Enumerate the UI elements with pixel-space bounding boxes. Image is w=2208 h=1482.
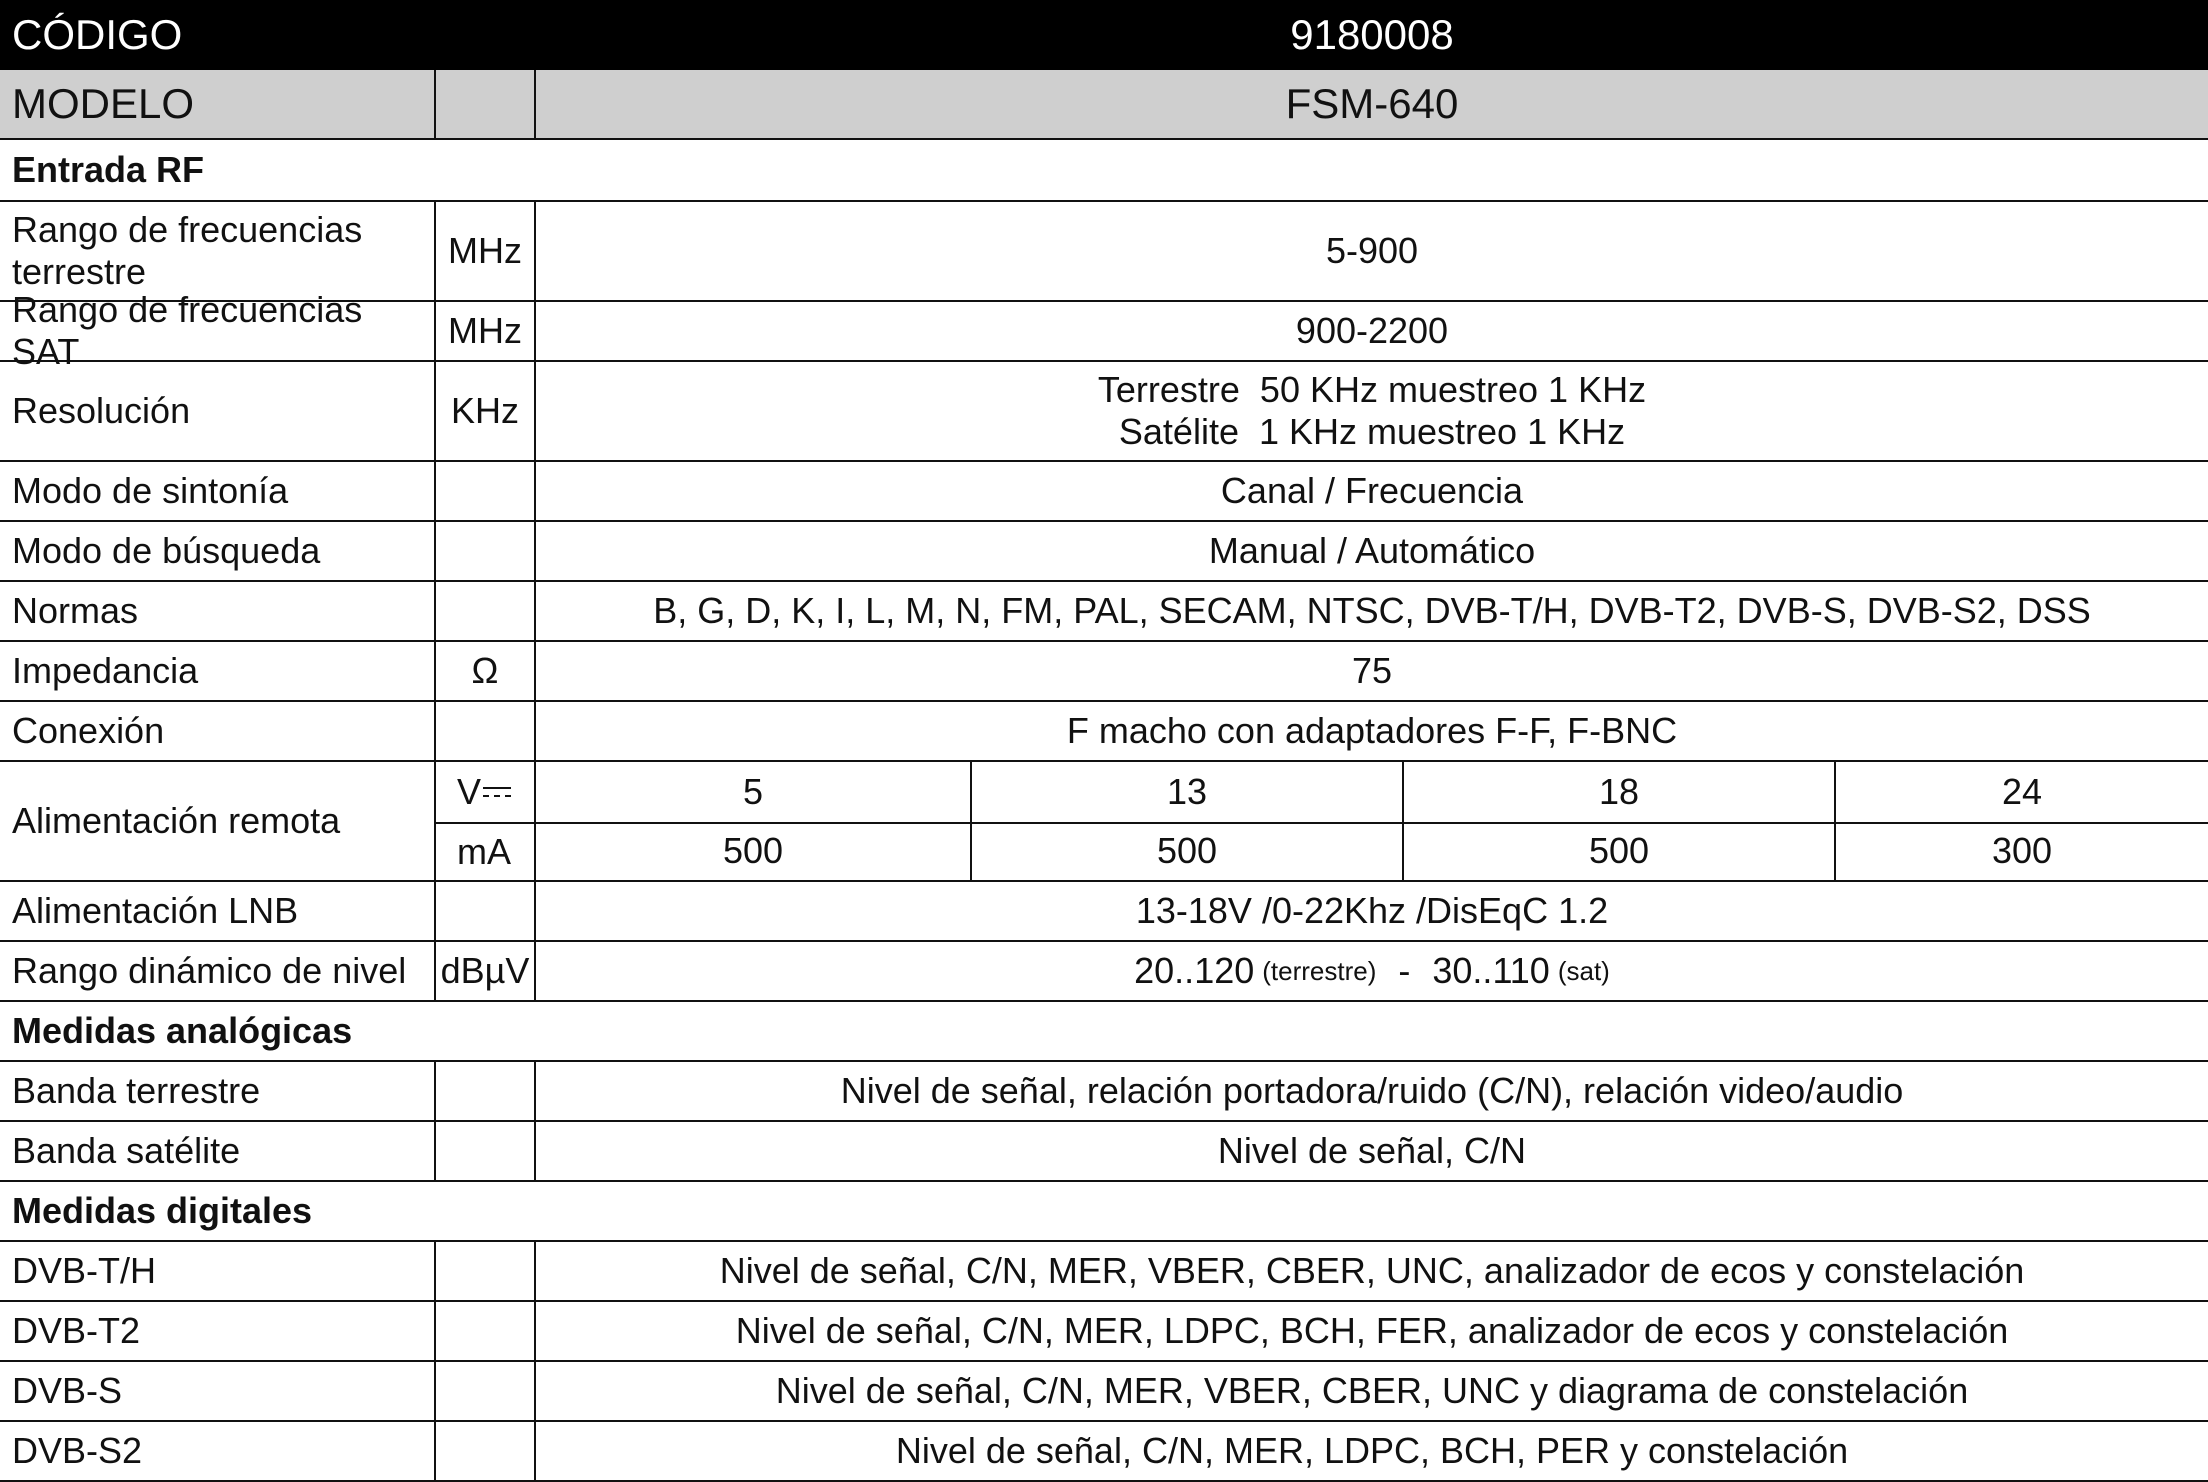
row-unit: Ω bbox=[434, 642, 536, 700]
row-value: Nivel de señal, C/N bbox=[1217, 1130, 1527, 1171]
codigo-label: CÓDIGO bbox=[12, 11, 183, 58]
header-codigo-row bbox=[0, 0, 2208, 70]
section-medidas-analogicas bbox=[0, 1002, 2208, 1062]
row-dvb-s2 bbox=[0, 1422, 2208, 1482]
row-alimentacion-lnb bbox=[0, 882, 2208, 942]
row-impedancia bbox=[0, 642, 2208, 702]
unit-ma: mA bbox=[434, 822, 536, 880]
row-label: Alimentación remota bbox=[12, 800, 341, 841]
label-line-1: Rango de frecuencias bbox=[12, 209, 363, 250]
header-modelo-row bbox=[0, 70, 2208, 140]
row-value: 5-900 bbox=[1325, 230, 1419, 271]
codigo-value: 9180008 bbox=[1290, 11, 1454, 58]
row-freq-sat bbox=[0, 289, 2208, 372]
row-value: F macho con adaptadores F-F, F-BNC bbox=[1066, 710, 1678, 751]
row-value: 900-2200 bbox=[1295, 310, 1449, 351]
range-terrestre-note: (terrestre) bbox=[1262, 956, 1377, 986]
row-unit bbox=[434, 1122, 536, 1180]
row-unit: MHz bbox=[434, 302, 536, 360]
section-medidas-digitales bbox=[0, 1182, 2208, 1242]
row-value: Nivel de señal, relación portadora/ruido (C/N), relación video/audio bbox=[840, 1070, 1904, 1111]
section-entrada-rf bbox=[0, 140, 2208, 202]
row-banda-satelite bbox=[0, 1122, 2208, 1182]
row-busqueda bbox=[0, 522, 2208, 582]
row-unit bbox=[434, 522, 536, 580]
row-alimentacion-remota bbox=[0, 762, 2208, 882]
row-label: Rango de frecuencias SAT bbox=[12, 289, 363, 372]
row-unit bbox=[434, 1422, 536, 1480]
row-value: 75 bbox=[1351, 650, 1393, 691]
row-conexion bbox=[0, 702, 2208, 762]
row-label: Resolución bbox=[12, 390, 191, 431]
range-separator: - bbox=[1398, 950, 1411, 991]
row-label: Modo de búsqueda bbox=[12, 530, 321, 571]
voltage-cell: 18 bbox=[1402, 762, 1834, 822]
value-line-1: Terrestre 50 KHz muestreo 1 KHz bbox=[1097, 369, 1647, 410]
row-unit bbox=[434, 702, 536, 760]
row-label bbox=[0, 202, 434, 300]
row-dvb-t2 bbox=[0, 1302, 2208, 1362]
row-unit: MHz bbox=[434, 202, 536, 300]
row-label: Normas bbox=[12, 590, 139, 631]
unit-v-text: V bbox=[456, 771, 481, 812]
row-normas bbox=[0, 582, 2208, 642]
row-dvb-s bbox=[0, 1362, 2208, 1422]
row-label: Impedancia bbox=[12, 650, 199, 691]
row-label: DVB-T2 bbox=[12, 1310, 141, 1351]
row-value: Manual / Automático bbox=[1208, 530, 1536, 571]
row-dvb-t-h bbox=[0, 1242, 2208, 1302]
row-sintonia bbox=[0, 462, 2208, 522]
row-unit bbox=[434, 582, 536, 640]
row-value: 13-18V /0-22Khz /DisEqC 1.2 bbox=[1135, 890, 1609, 931]
row-freq-terrestre bbox=[0, 202, 2208, 302]
unit-volts-dc bbox=[434, 762, 536, 822]
range-terrestre: 20..120 bbox=[1134, 950, 1255, 991]
row-unit bbox=[434, 1062, 536, 1120]
row-value: Nivel de señal, C/N, MER, VBER, CBER, UNC, analizador de ecos y constelación bbox=[719, 1250, 2025, 1291]
voltage-cell: 5 bbox=[742, 771, 764, 812]
row-value: Nivel de señal, C/N, MER, LDPC, BCH, PER y constelación bbox=[895, 1430, 1849, 1471]
row-unit bbox=[434, 882, 536, 940]
voltage-cell: 24 bbox=[1834, 762, 2208, 822]
voltage-cell: 13 bbox=[970, 762, 1402, 822]
row-label: Banda terrestre bbox=[12, 1070, 261, 1111]
row-value: Nivel de señal, C/N, MER, VBER, CBER, UNC y diagrama de constelación bbox=[775, 1370, 1969, 1411]
row-label: Modo de sintonía bbox=[12, 470, 289, 511]
row-rango-dinamico bbox=[0, 942, 2208, 1002]
value-line-2: Satélite 1 KHz muestreo 1 KHz bbox=[1118, 411, 1626, 452]
row-value bbox=[536, 942, 2208, 1000]
range-sat: 30..110 bbox=[1432, 950, 1550, 991]
current-cell: 500 bbox=[1402, 822, 1834, 880]
row-value bbox=[536, 362, 2208, 460]
row-banda-terrestre bbox=[0, 1062, 2208, 1122]
row-unit bbox=[434, 1302, 536, 1360]
range-sat-note: (sat) bbox=[1557, 956, 1610, 986]
row-value: B, G, D, K, I, L, M, N, FM, PAL, SECAM, NTSC, DVB-T/H, DVB-T2, DVB-S, DVB-S2, DSS bbox=[653, 590, 2091, 631]
current-cell: 500 bbox=[970, 822, 1402, 880]
row-label: Alimentación LNB bbox=[12, 890, 299, 931]
modelo-unit-cell bbox=[434, 70, 536, 138]
section-title: Medidas digitales bbox=[12, 1190, 313, 1231]
row-label: DVB-T/H bbox=[12, 1250, 156, 1291]
row-label: Conexión bbox=[12, 710, 165, 751]
row-value: Canal / Frecuencia bbox=[1220, 470, 1524, 511]
row-label: DVB-S bbox=[12, 1370, 123, 1411]
modelo-value: FSM-640 bbox=[1285, 80, 1459, 127]
row-value: Nivel de señal, C/N, MER, LDPC, BCH, FER, analizador de ecos y constelación bbox=[735, 1310, 2009, 1351]
row-label: DVB-S2 bbox=[12, 1430, 143, 1471]
current-cell: 500 bbox=[722, 830, 784, 871]
dc-symbol-icon bbox=[483, 785, 511, 799]
row-label: Banda satélite bbox=[12, 1130, 241, 1171]
section-title: Entrada RF bbox=[12, 149, 205, 190]
row-unit bbox=[434, 1242, 536, 1300]
row-unit: KHz bbox=[434, 362, 536, 460]
row-unit bbox=[434, 462, 536, 520]
row-unit bbox=[434, 1362, 536, 1420]
label-line-2: terrestre bbox=[12, 251, 147, 292]
current-cell: 300 bbox=[1834, 822, 2208, 880]
section-title: Medidas analógicas bbox=[12, 1010, 353, 1051]
modelo-label: MODELO bbox=[12, 80, 195, 127]
row-resolucion bbox=[0, 362, 2208, 462]
row-label: Rango dinámico de nivel bbox=[12, 950, 407, 991]
row-unit: dBµV bbox=[434, 942, 536, 1000]
